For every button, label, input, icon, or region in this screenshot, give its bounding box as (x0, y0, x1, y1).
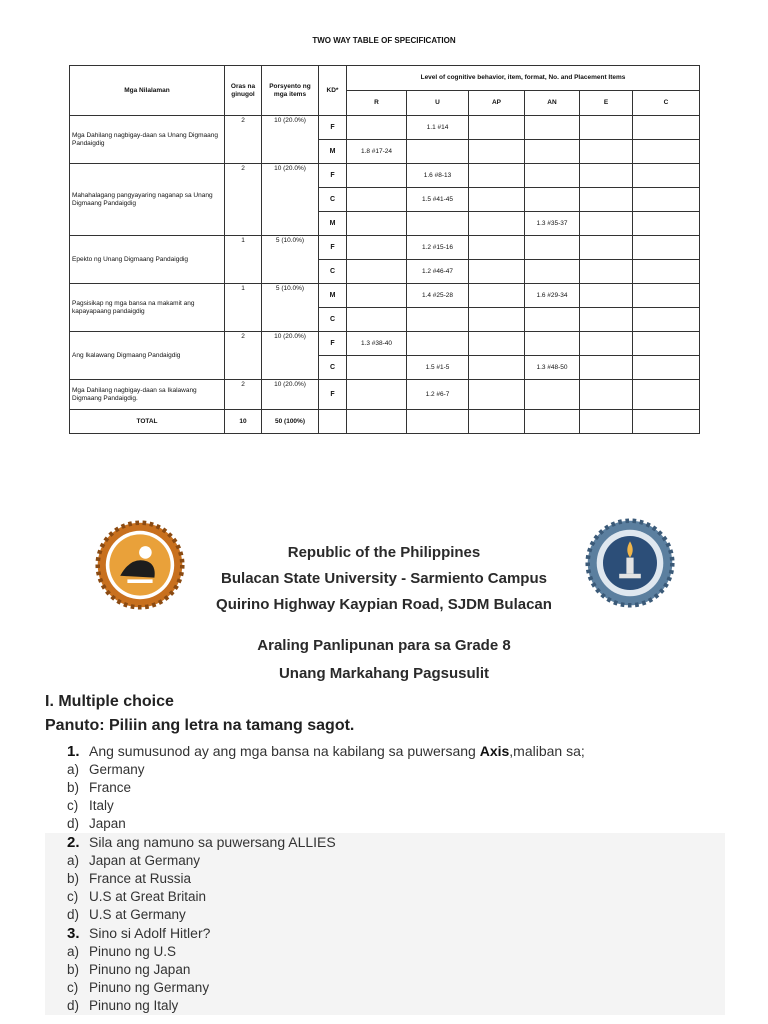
choice-letter: a) (67, 853, 80, 868)
question-body: Sino si Adolf Hitler? (89, 925, 211, 941)
kd-cell: C (319, 308, 347, 332)
level-cell-ap (469, 356, 525, 380)
level-cell-ap (469, 284, 525, 308)
total-percent: 50 (100%) (262, 410, 319, 434)
choice-letter: d) (67, 816, 80, 831)
table-row (70, 236, 700, 260)
answer-choice[interactable] (45, 943, 725, 961)
level-cell-r (347, 308, 407, 332)
level-cell-an: 1.6 #29-34 (525, 284, 580, 308)
hours-cell: 1 (225, 284, 262, 332)
question-body: Sila ang namuno sa puwersang ALLIES (89, 834, 336, 850)
header-percent: Porsyento ng mga items (262, 66, 319, 116)
level-cell-r (347, 284, 407, 308)
level-cell-an (525, 116, 580, 140)
answer-choice[interactable] (45, 761, 735, 779)
header-level-u: U (407, 91, 469, 116)
kd-cell: F (319, 236, 347, 260)
level-cell-an (525, 260, 580, 284)
question-number: 3. (67, 925, 80, 942)
level-cell-ap (469, 116, 525, 140)
level-cell-an: 1.3 #48-50 (525, 356, 580, 380)
content-cell: Mga Dahilang nagbigay-daan sa Ikalawang Digmaang Pandaigdig. (70, 380, 225, 410)
level-cell-c (633, 188, 700, 212)
level-cell-c (633, 380, 700, 410)
content-cell: Epekto ng Unang Digmaang Pandaigdig (70, 236, 225, 284)
percent-cell: 5 (10.0%) (262, 284, 319, 332)
question-block (45, 742, 735, 833)
choice-letter: c) (67, 889, 79, 904)
kd-cell: M (319, 284, 347, 308)
hours-cell: 1 (225, 236, 262, 284)
level-cell-e (580, 356, 633, 380)
header-hours: Oras na ginugol (225, 66, 262, 116)
content-cell: Ang Ikalawang Digmaang Pandaigdig (70, 332, 225, 380)
choice-letter: b) (67, 962, 80, 977)
choice-text: Pinuno ng U.S (89, 944, 177, 959)
header-address: Quirino Highway Kaypian Road, SJDM Bulacan (216, 596, 552, 613)
answer-choice[interactable] (45, 815, 735, 833)
kd-cell: F (319, 380, 347, 410)
choice-letter: a) (67, 944, 80, 959)
level-cell-u: 1.4 #25-28 (407, 284, 469, 308)
question-block (45, 924, 725, 1015)
choice-letter: b) (67, 780, 80, 795)
answer-choice[interactable] (45, 979, 725, 997)
level-cell-u (407, 308, 469, 332)
level-cell-c (633, 140, 700, 164)
level-cell-r: 1.3 #38-40 (347, 332, 407, 356)
header-level-r: R (347, 91, 407, 116)
answer-choice[interactable] (45, 870, 725, 888)
level-cell-e (580, 164, 633, 188)
answer-choice[interactable] (45, 961, 725, 979)
level-cell-u (407, 332, 469, 356)
choice-text: France at Russia (89, 871, 192, 886)
hours-cell: 2 (225, 380, 262, 410)
hours-cell: 2 (225, 116, 262, 164)
level-cell-c (633, 236, 700, 260)
tos-title: TWO WAY TABLE OF SPECIFICATION (312, 36, 456, 45)
kd-cell: F (319, 164, 347, 188)
level-cell-e (580, 188, 633, 212)
total-hours: 10 (225, 410, 262, 434)
level-cell-ap (469, 380, 525, 410)
level-cell-u: 1.2 #46-47 (407, 260, 469, 284)
kd-cell: M (319, 212, 347, 236)
school-header (0, 540, 768, 618)
level-cell-e (580, 140, 633, 164)
level-cell-an (525, 140, 580, 164)
level-cell-e (580, 260, 633, 284)
percent-cell: 10 (20.0%) (262, 380, 319, 410)
kd-cell: F (319, 116, 347, 140)
level-cell-e (580, 212, 633, 236)
table-row (70, 164, 700, 188)
level-cell-e (580, 380, 633, 410)
level-cell-e (580, 236, 633, 260)
level-cell-ap (469, 308, 525, 332)
level-cell-an (525, 308, 580, 332)
level-cell-c (633, 116, 700, 140)
kd-cell: C (319, 356, 347, 380)
level-cell-r (347, 164, 407, 188)
level-cell-r (347, 236, 407, 260)
choice-text: France (89, 780, 132, 795)
level-cell-ap (469, 188, 525, 212)
level-cell-r (347, 380, 407, 410)
choice-text: U.S at Germany (89, 907, 186, 922)
instructions: Panuto: Piliin ang letra na tamang sagot. (45, 717, 355, 734)
level-cell-an (525, 164, 580, 188)
content-cell: Mga Dahilang nagbigay-daan sa Unang Digmaang Pandaigdig (70, 116, 225, 164)
level-cell-u: 1.6 #8-13 (407, 164, 469, 188)
exam-header (0, 632, 768, 688)
question-text-before: Ang sumusunod ay ang mga bansa na kabilang sa puwersang (89, 743, 480, 759)
level-cell-an (525, 332, 580, 356)
level-cell-an (525, 236, 580, 260)
level-cell-c (633, 356, 700, 380)
kd-cell: C (319, 188, 347, 212)
level-cell-r (347, 116, 407, 140)
level-cell-ap (469, 332, 525, 356)
question-block (45, 833, 725, 924)
level-cell-u: 1.5 #1-5 (407, 356, 469, 380)
level-cell-c (633, 260, 700, 284)
level-cell-e (580, 116, 633, 140)
answer-choice[interactable] (45, 852, 725, 870)
total-label: TOTAL (70, 410, 225, 434)
level-cell-r: 1.8 #17-24 (347, 140, 407, 164)
answer-choice[interactable] (45, 797, 735, 815)
choice-text: Japan at Germany (89, 853, 201, 868)
hours-cell: 2 (225, 164, 262, 236)
level-cell-ap (469, 236, 525, 260)
level-cell-e (580, 284, 633, 308)
header-kd: KD* (319, 66, 347, 116)
level-cell-an: 1.3 #35-37 (525, 212, 580, 236)
quiz-section (45, 690, 735, 1015)
choice-letter: c) (67, 798, 79, 813)
level-cell-c (633, 164, 700, 188)
kd-cell: M (319, 140, 347, 164)
level-cell-an (525, 380, 580, 410)
specification-table (69, 65, 700, 434)
table-row (70, 380, 700, 410)
level-cell-r (347, 188, 407, 212)
choice-text: Pinuno ng Japan (89, 962, 191, 977)
level-cell-e (580, 308, 633, 332)
level-cell-c (633, 308, 700, 332)
header-republic: Republic of the Philippines (287, 544, 481, 561)
level-cell-u: 1.1 #14 (407, 116, 469, 140)
percent-cell: 5 (10.0%) (262, 236, 319, 284)
kd-cell: F (319, 332, 347, 356)
table-row (70, 116, 700, 140)
choice-text: Japan (89, 816, 126, 831)
question-list (45, 742, 735, 1015)
level-cell-u (407, 140, 469, 164)
level-cell-u: 1.2 #6-7 (407, 380, 469, 410)
level-cell-c (633, 332, 700, 356)
level-cell-u (407, 212, 469, 236)
choice-letter: a) (67, 762, 80, 777)
answer-choice[interactable] (45, 888, 725, 906)
question-keyword: Axis (479, 743, 510, 759)
percent-cell: 10 (20.0%) (262, 332, 319, 380)
header-level-e: E (580, 91, 633, 116)
question-text (45, 742, 735, 761)
exam-title: Unang Markahang Pagsusulit (278, 665, 490, 682)
header-university: Bulacan State University - Sarmiento Campus (221, 570, 547, 587)
choice-letter: c) (67, 980, 79, 995)
header-level: Level of cognitive behavior, item, format, No. and Placement Items (347, 66, 700, 91)
section-title: I. Multiple choice (45, 693, 174, 710)
kd-cell: C (319, 260, 347, 284)
choice-text: Germany (89, 762, 145, 777)
answer-choice[interactable] (45, 997, 725, 1015)
header-level-ap: AP (469, 91, 525, 116)
question-text (45, 833, 725, 852)
table-row (70, 332, 700, 356)
exam-subject: Araling Panlipunan para sa Grade 8 (257, 637, 511, 654)
specification-table-body (70, 116, 700, 410)
level-cell-u: 1.5 #41-45 (407, 188, 469, 212)
header-content: Mga Nilalaman (70, 66, 225, 116)
table-row (70, 284, 700, 308)
level-cell-ap (469, 140, 525, 164)
level-cell-u: 1.2 #15-16 (407, 236, 469, 260)
level-cell-r (347, 260, 407, 284)
answer-choice[interactable] (45, 779, 735, 797)
choice-letter: d) (67, 907, 80, 922)
level-cell-r (347, 356, 407, 380)
level-cell-r (347, 212, 407, 236)
answer-choice[interactable] (45, 906, 725, 924)
choice-text: Pinuno ng Italy (89, 998, 179, 1013)
choice-text: U.S at Great Britain (89, 889, 207, 904)
level-cell-ap (469, 260, 525, 284)
level-cell-c (633, 212, 700, 236)
content-cell: Pagsisikap ng mga bansa na makamit ang kapayapaang pandaigdig (70, 284, 225, 332)
header-level-c: C (633, 91, 700, 116)
level-cell-ap (469, 164, 525, 188)
question-number: 1. (67, 743, 80, 760)
level-cell-ap (469, 212, 525, 236)
percent-cell: 10 (20.0%) (262, 116, 319, 164)
choice-text: Pinuno ng Germany (89, 980, 210, 995)
choice-letter: d) (67, 998, 80, 1013)
level-cell-e (580, 332, 633, 356)
question-text-after: ,maliban sa; (509, 743, 585, 759)
content-cell: Mahahalagang pangyayaring naganap sa Unang Digmaang Pandaigdig (70, 164, 225, 236)
choice-letter: b) (67, 871, 80, 886)
question-text (45, 924, 725, 943)
choice-text: Italy (89, 798, 114, 813)
percent-cell: 10 (20.0%) (262, 164, 319, 236)
level-cell-c (633, 284, 700, 308)
header-level-an: AN (525, 91, 580, 116)
level-cell-an (525, 188, 580, 212)
question-number: 2. (67, 834, 80, 851)
hours-cell: 2 (225, 332, 262, 380)
